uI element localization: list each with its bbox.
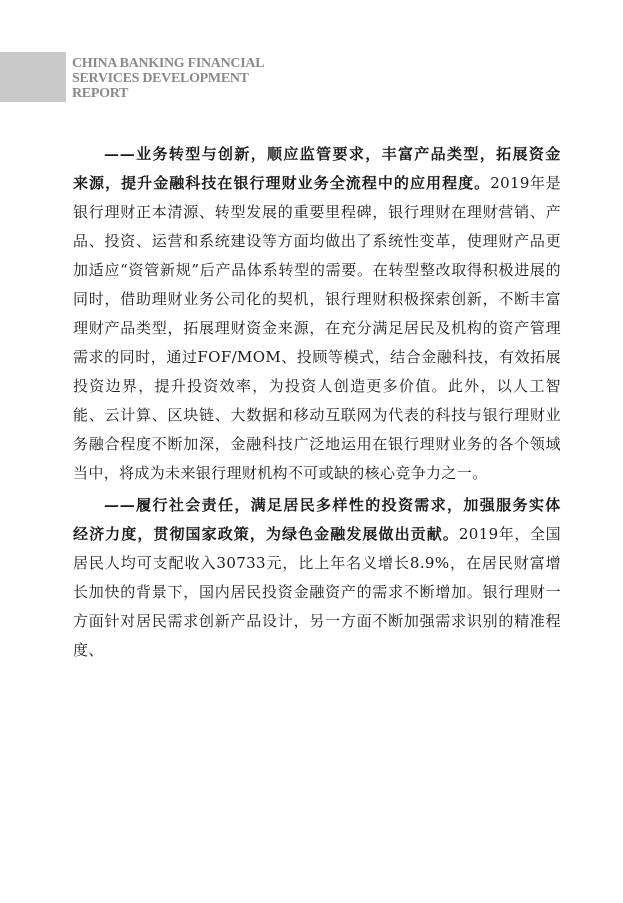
paragraph-lead: ——业务转型与创新，顺应监管要求，丰富产品类型，拓展资金来源，提升金融科技在银行理财业务全流程中的应用程度。 [73, 145, 561, 192]
paragraph-body: 2019年是银行理财正本清源、转型发展的重要里程碑，银行理财在理财营销、产品、投资、运营和系统建设等方面均做出了系统性变革，使理财产品更加适应“资管新规”后产品体系转型的需要。在转型整改取得积极进展的同时，借助理财业务公司化的契机，银行理财积极探索创新，不断丰富理财产品类型，拓展理财资金来源，在充分满足居民及机构的资产管理需求的同时，通过FOF/MOM、投顾等模式，结合金融科技，有效拓展投资边界，提升投资效率，为投资人创造更多价值。此外，以人工智能、云计算、区块链、大数据和移动互联网为代表的科技与银行理财业务融合程度不断加深，金融科技广泛地运用在银行理财业务的各个领域当中，将成为未来银行理财机构不可或缺的核心竞争力之一。 [73, 174, 561, 482]
header-line-1: CHINA BANKING FINANCIAL [72, 56, 265, 71]
header-line-2: SERVICES DEVELOPMENT [72, 71, 249, 86]
running-header [72, 56, 264, 101]
header-decor-bar [0, 52, 66, 102]
paragraph-body: 2019年，全国居民人均可支配收入30733元，比上年名义增长8.9%，在居民财富增长加快的背景下，国内居民投资金融资产的需求不断增加。银行理财一方面针对居民需求创新产品设计，另一方面不断加强需求识别的精准程度、 [73, 525, 561, 659]
body-text [73, 140, 561, 665]
paragraph [73, 140, 561, 488]
paragraph-lead: ——履行社会责任，满足居民多样性的投资需求，加强服务实体经济力度，贯彻国家政策，为绿色金融发展做出贡献。 [73, 496, 561, 543]
header-line-3: REPORT [72, 86, 129, 101]
paragraph [73, 491, 561, 665]
